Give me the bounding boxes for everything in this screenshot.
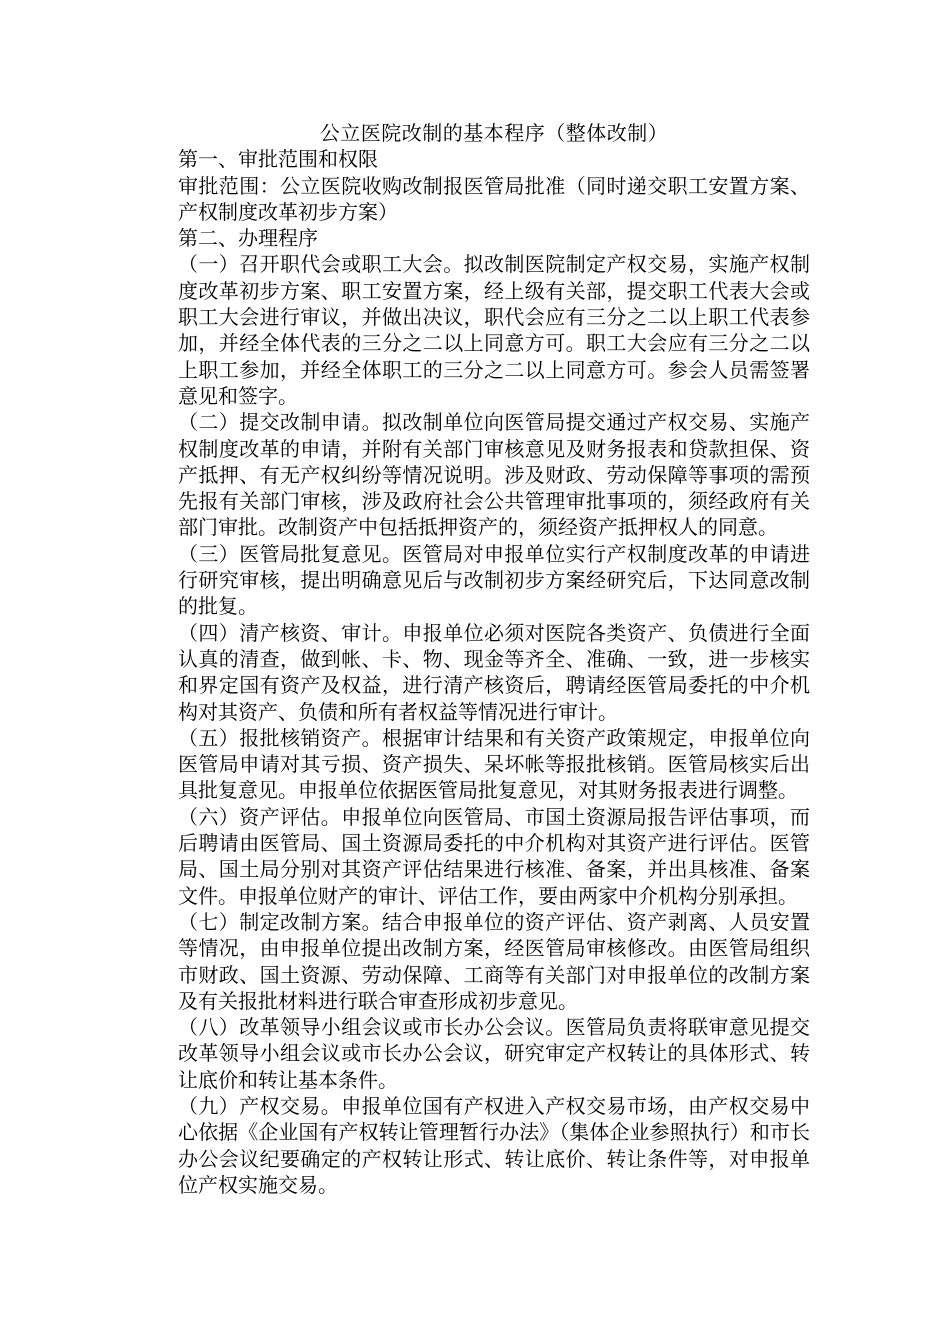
procedure-step-3: （三）医管局批复意见。医管局对申报单位实行产权制度改革的申请进行研究审核，提出明确意见后与改制初步方案经研究后，下达同意改制的批复。 bbox=[178, 541, 810, 619]
approval-scope-paragraph: 审批范围：公立医院收购改制报医管局批准（同时递交职工安置方案、产权制度改革初步方案） bbox=[178, 173, 810, 224]
procedure-step-7: （七）制定改制方案。结合申报单位的资产评估、资产剥离、人员安置等情况，由申报单位提出改制方案，经医管局审核修改。由医管局组织市财政、国土资源、劳动保障、工商等有关部门对申报单位的改制方案及有关报批材料进行联合审查形成初步意见。 bbox=[178, 909, 810, 1013]
document-body bbox=[178, 120, 810, 1198]
section-heading-procedure: 第二、办理程序 bbox=[178, 226, 318, 251]
procedure-step-5: （五）报批核销资产。根据审计结果和有关资产政策规定，申报单位向医管局申请对其亏损、资产损失、呆坏帐等报批核销。医管局核实后出具批复意见。申报单位依据医管局批复意见，对其财务报表进行调整。 bbox=[178, 725, 810, 803]
procedure-step-9: （九）产权交易。申报单位国有产权进入产权交易市场，由产权交易中心依据《企业国有产权转让管理暂行办法》（集体企业参照执行）和市长办公会议纪要确定的产权转让形式、转让底价、转让条件等，对申报单位产权实施交易。 bbox=[178, 1093, 810, 1197]
procedure-step-4: （四）清产核资、审计。申报单位必须对医院各类资产、负债进行全面认真的清查，做到帐、卡、物、现金等齐全、准确、一致，进一步核实和界定国有资产及权益，进行清产核资后，聘请经医管局委托的中介机构对其资产、负债和所有者权益等情况进行审计。 bbox=[178, 620, 810, 724]
procedure-step-1: （一）召开职代会或职工大会。拟改制医院制定产权交易，实施产权制度改革初步方案、职工安置方案，经上级有关部，提交职工代表大会或职工大会进行审议，并做出决议，职代会应有三分之二以上职工代表参加，并经全体代表的三分之二以上同意方可。职工大会应有三分之二以上职工参加，并经全体职工的三分之二以上同意方可。参会人员需签署意见和签字。 bbox=[178, 252, 810, 408]
procedure-step-6: （六）资产评估。申报单位向医管局、市国土资源局报告评估事项，而后聘请由医管局、国土资源局委托的中介机构对其资产进行评估。医管局、国土局分别对其资产评估结果进行核准、备案，并出具核准、备案文件。申报单位财产的审计、评估工作，要由两家中介机构分别承担。 bbox=[178, 804, 810, 908]
section-heading-scope: 第一、审批范围和权限 bbox=[178, 147, 378, 172]
procedure-step-8: （八）改革领导小组会议或市长办公会议。医管局负责将联审意见提交改革领导小组会议或市长办公会议，研究审定产权转让的具体形式、转让底价和转让基本条件。 bbox=[178, 1015, 810, 1092]
procedure-step-2: （二）提交改制申请。拟改制单位向医管局提交通过产权交易、实施产权制度改革的申请，并附有关部门审核意见及财务报表和贷款担保、资产抵押、有无产权纠纷等情况说明。涉及财政、劳动保障等事项的需预先报有关部门审核，涉及政府社会公共管理审批事项的，须经政府有关部门审批。改制资产中包括抵押资产的，须经资产抵押权人的同意。 bbox=[178, 410, 810, 540]
document-title: 公立医院改制的基本程序（整体改制） bbox=[319, 121, 669, 145]
